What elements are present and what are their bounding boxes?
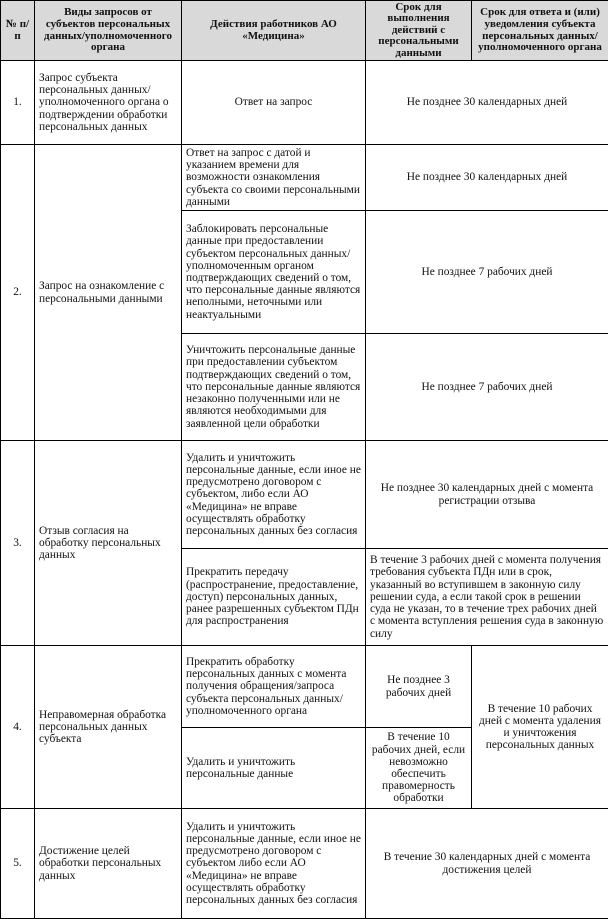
action: Удалить и уничтожить персональные данные [182,728,366,809]
deadline: Не позднее 30 календарных дней [366,61,608,145]
row-number: 5. [1,809,35,919]
response-deadline: В течение 10 рабочих дней с момента удаления и уничтожения персональных данных [472,646,608,809]
deadline: В течение 30 календарных дней с момента достижения целей [366,809,608,919]
table-row [1,441,608,549]
row-number: 1. [1,61,35,145]
action-deadline: Не позднее 3 рабочих дней [366,646,472,728]
deadline: Не позднее 7 рабочих дней [366,334,608,441]
deadline: Не позднее 30 календарных дней с момента регистрации отзыва [366,441,608,549]
table-row [1,809,608,919]
row-number: 2. [1,145,35,441]
row-number: 3. [1,441,35,646]
table-row [1,61,608,145]
action: Удалить и уничтожить персональные данные, если иное не предусмотрено договором с субъектом либо если АО «Медицина» не вправе осуществлять обработку персональных данных без согласия [182,809,366,919]
header-action-deadline: Срок для выполнения действий с персональными данными [366,1,472,61]
deadline: Не позднее 7 рабочих дней [366,211,608,334]
action: Удалить и уничтожить персональные данные, если иное не предусмотрено договором с субъектом, либо если АО «Медицина» не вправе осуществлять обработку персональных данных без согласия [182,441,366,549]
header-request-type: Виды запросов от субъектов персональных данных/уполномоченного органа [35,1,182,61]
action-deadline: В течение 10 рабочих дней, если невозможно обеспечить правомерность обработки [366,728,472,809]
request-type: Достижение целей обработки персональных данных [35,809,182,919]
action: Ответ на запрос с датой и указанием времени для возможности ознакомления субъекта со своими персональными данными [182,145,366,211]
request-type: Запрос субъекта персональных данных/ уполномоченного органа о подтверждении обработки персональных данных [35,61,182,145]
header-num: № п/п [1,1,35,61]
header-row [1,1,608,61]
deadline: В течение 3 рабочих дней с момента получения требования субъекта ПДн или в срок, указанный во вступившем в законную силу решении суда, а если такой срок в решении суда не указан, то в течение трех рабочих дней с момента вступления решения суда в законную силу [366,549,608,646]
table-row [1,646,608,728]
header-response-deadline: Срок для ответа и (или) уведомления субъекта персональных данных/уполномоченного органа [472,1,608,61]
action: Ответ на запрос [182,61,366,145]
request-type: Отзыв согласия на обработку персональных данных [35,441,182,646]
deadline: Не позднее 30 календарных дней [366,145,608,211]
header-actions: Действия работников АО «Медицина» [182,1,366,61]
action: Прекратить передачу (распространение, предоставление, доступ) персональных данных, ранее разрешенных субъектом ПДн для распространения [182,549,366,646]
table-row [1,145,608,211]
action: Заблокировать персональные данные при предоставлении субъектом персональных данных/уполномоченным органом подтверждающих сведений о том, что персональные данные являются неполными, неточными или неактуальными [182,211,366,334]
action: Прекратить обработку персональных данных с момента получения обращения/запроса субъекта персональных данных/ уполномоченного органа [182,646,366,728]
request-type: Запрос на ознакомление с персональными данными [35,145,182,441]
action: Уничтожить персональные данные при предоставлении субъектом подтверждающих сведений о том, что персональные данные являются незаконно полученными или не являются необходимыми для заявленной цели обработки [182,334,366,441]
row-number: 4. [1,646,35,809]
request-type: Неправомерная обработка персональных данных субъекта [35,646,182,809]
